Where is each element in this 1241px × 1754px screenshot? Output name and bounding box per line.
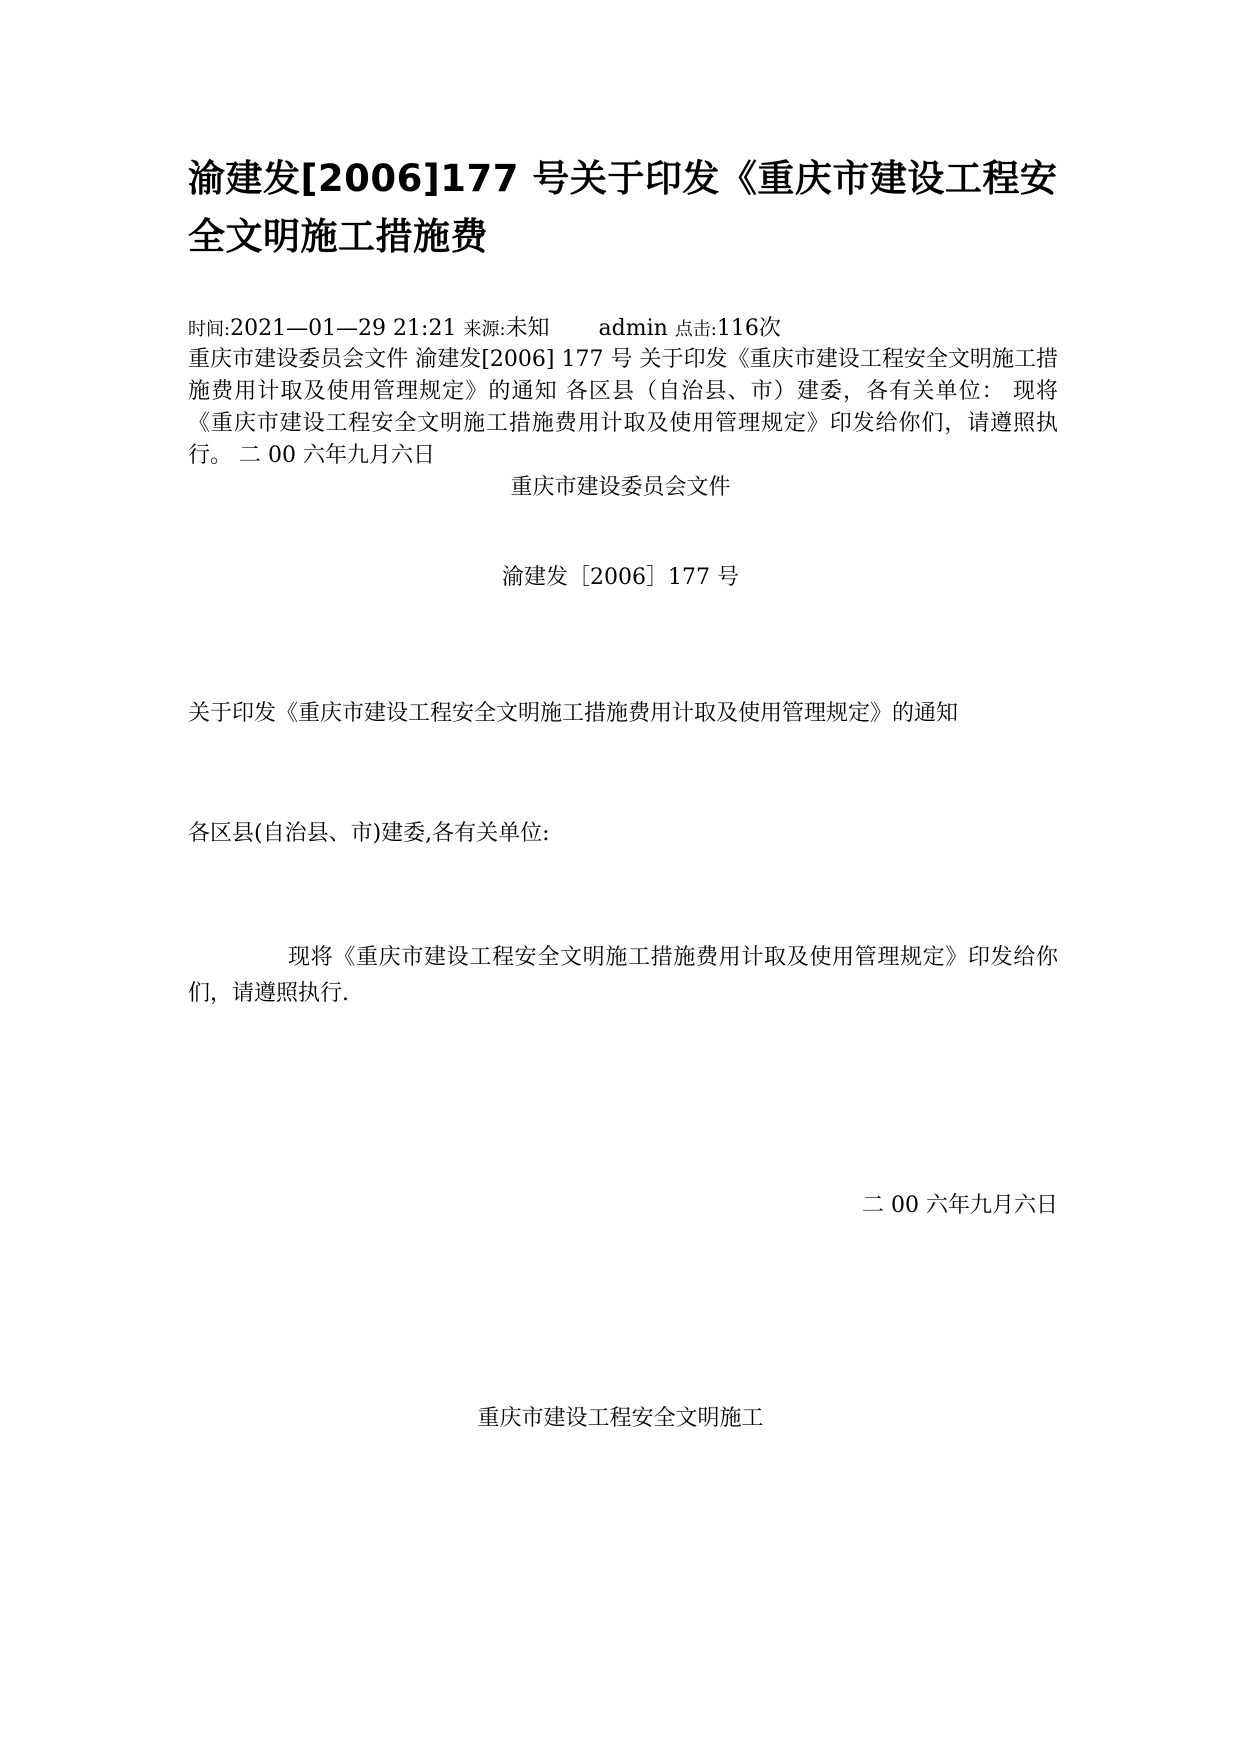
time-label: 时间: bbox=[188, 319, 231, 340]
meta-line bbox=[188, 314, 781, 345]
author: admin bbox=[598, 316, 668, 341]
clicks-label: 点击: bbox=[674, 319, 717, 340]
issue-date: 二 00 六年九月六日 bbox=[862, 1193, 1058, 1218]
body-paragraph: 现将《重庆市建设工程安全文明施工措施费用计取及使用管理规定》印发给你们，请遵照执行. bbox=[188, 945, 1058, 1006]
source-value: 未知 bbox=[505, 316, 550, 341]
footer-heading: 重庆市建设工程安全文明施工 bbox=[477, 1406, 764, 1431]
notice-title: 关于印发《重庆市建设工程安全文明施工措施费用计取及使用管理规定》的通知 bbox=[188, 701, 959, 726]
clicks-value: 116 bbox=[716, 316, 759, 341]
clicks-unit: 次 bbox=[758, 316, 781, 341]
document-title: 渝建发[2006]177 号关于印发《重庆市建设工程安全文明施工措施费 bbox=[188, 157, 1058, 258]
summary-paragraph: 重庆市建设委员会文件 渝建发[2006] 177 号 关于印发《重庆市建设工程安全文明施工措施费用计取及使用管理规定》的通知 各区县（自治县、市）建委，各有关单位： 现将《重庆市建设工程安全文明施工措施费用计取及使用管理规定》印发给你们，请遵照执行。 二 00 六年九月六日 bbox=[188, 347, 1058, 468]
time-value: 2021—01—29 21:21 bbox=[230, 316, 457, 341]
source-label: 来源: bbox=[463, 319, 506, 340]
issuer-heading: 重庆市建设委员会文件 bbox=[510, 475, 731, 500]
salutation: 各区县(自治县、市)建委,各有关单位: bbox=[188, 821, 550, 846]
document-number: 渝建发［2006］177 号 bbox=[502, 565, 739, 590]
